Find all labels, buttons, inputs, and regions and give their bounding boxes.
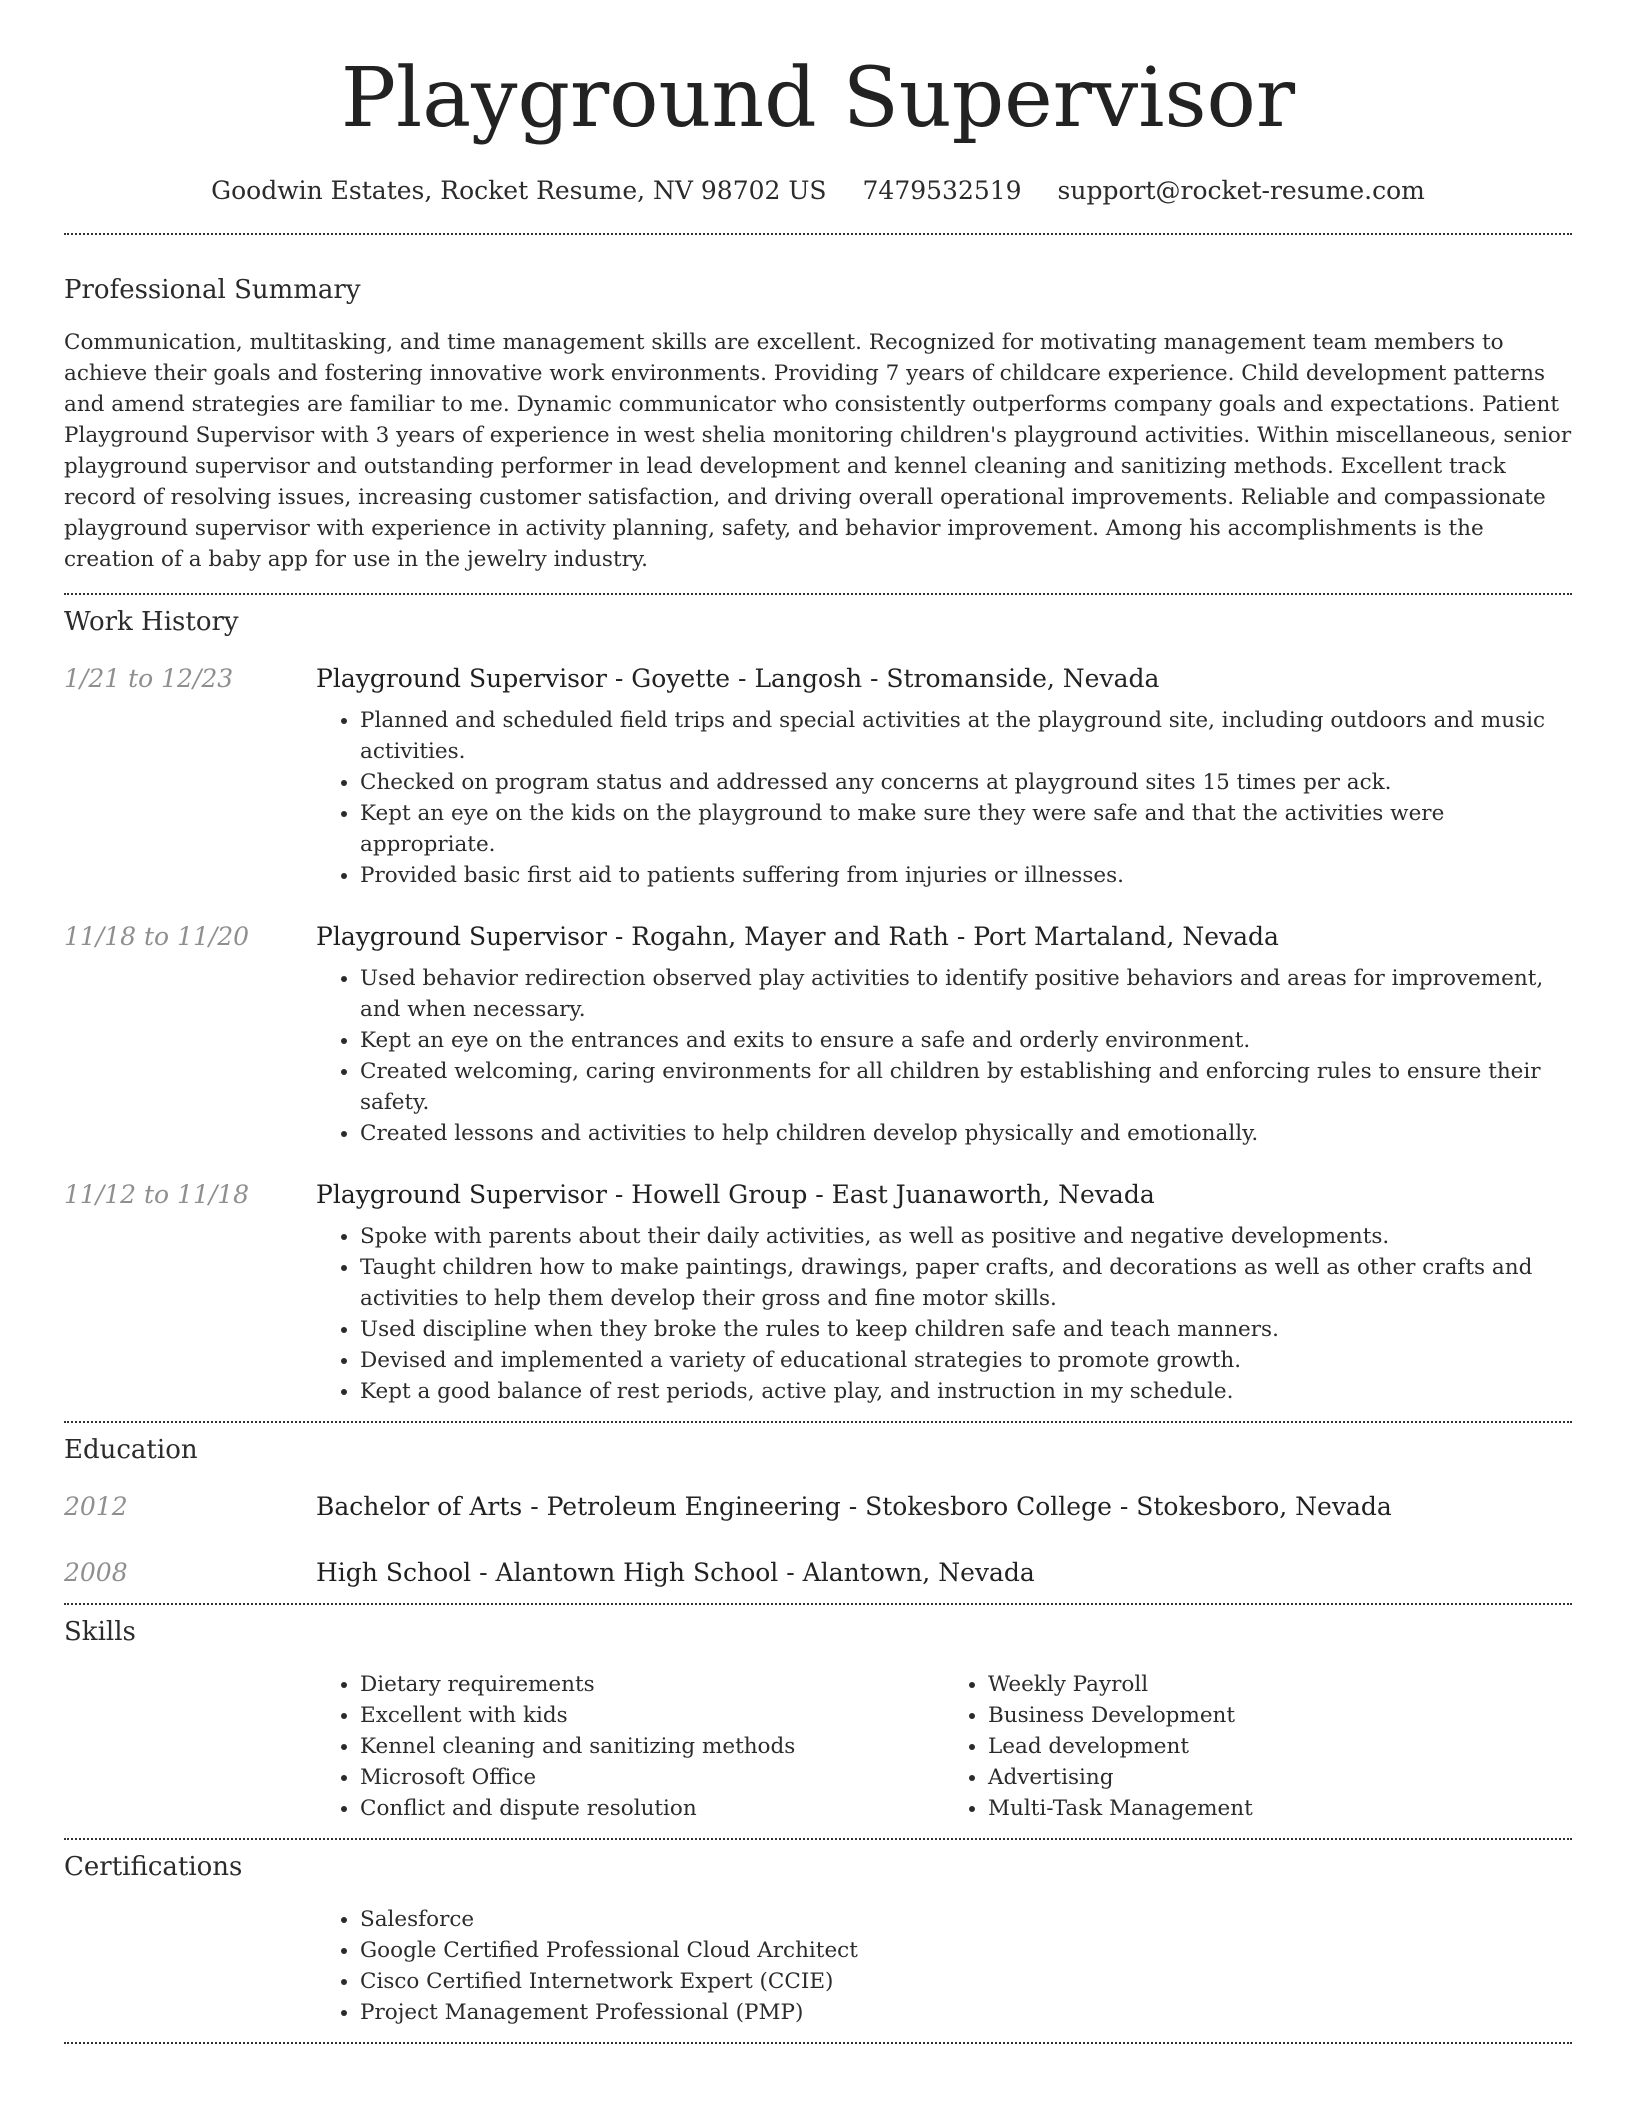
skills-list-right — [944, 1669, 1572, 1824]
job-bullets — [316, 963, 1572, 1149]
section-title: Professional Summary — [64, 275, 361, 305]
job-list — [64, 663, 1572, 1407]
job-role: Playground Supervisor — [316, 664, 607, 693]
divider — [64, 1603, 1572, 1605]
divider — [64, 2042, 1572, 2044]
phone: 7479532519 — [862, 176, 1022, 205]
job-title — [316, 921, 1279, 953]
section-title: Skills — [64, 1617, 136, 1647]
skill-item: • Excellent with kids — [360, 1700, 944, 1731]
email: support@rocket-resume.com — [1057, 176, 1425, 205]
education-title — [316, 1491, 1392, 1523]
education-entry — [64, 1491, 1572, 1523]
contact-line — [64, 176, 1572, 205]
skill-item: • Weekly Payroll — [988, 1669, 1572, 1700]
job-header — [64, 921, 1572, 953]
section-title: Work History — [64, 607, 239, 637]
list-item: • Kept an eye on the entrances and exits to ensure a safe and orderly environment. — [360, 1025, 1572, 1056]
education-details: - Alantown High School - Alantown, Nevada — [471, 1558, 1035, 1587]
job-dates: 11/18 to 11/20 — [64, 922, 250, 951]
job-dates: 1/21 to 12/23 — [64, 664, 234, 693]
certifications-section — [64, 1852, 1572, 2028]
skill-item: • Advertising — [988, 1762, 1572, 1793]
list-item: • Kept an eye on the kids on the playground to make sure they were safe and that the activities were appropriate. — [360, 798, 1572, 860]
list-item: • Created welcoming, caring environments for all children by establishing and enforcing rules to ensure their safety. — [360, 1056, 1572, 1118]
summary-text: Communication, multitasking, and time management skills are excellent. Recognized for motivating management team members to achieve their goals and fostering innovative work environments. Providing 7 years of childcare experience. Child development patterns and amend strategies are familiar to me. Dynamic communicator who consistently outperforms company goals and expectations. Patient Playground Supervisor with 3 years of experience in west shelia monitoring children's playground activities. Within miscellaneous, senior playground supervisor and outstanding performer in lead development and kennel cleaning and sanitizing methods. Excellent track record of resolving issues, increasing customer satisfaction, and driving overall operational improvements. Reliable and compassionate playground supervisor with experience in activity planning, safety, and behavior improvement. Among his accomplishments is the creation of a baby app for use in the jewelry industry. — [64, 330, 1572, 572]
divider — [64, 233, 1572, 235]
skill-item: • Multi-Task Management — [988, 1793, 1572, 1824]
certifications-list — [316, 1904, 1572, 2028]
skills-section — [64, 1617, 1572, 1824]
certification-item: • Salesforce — [360, 1904, 1572, 1935]
list-item: • Kept a good balance of rest periods, active play, and instruction in my schedule. — [360, 1376, 1572, 1407]
skills-list-left — [316, 1669, 944, 1824]
job-header — [64, 663, 1572, 695]
job-header — [64, 1179, 1572, 1211]
list-item: • Provided basic first aid to patients suffering from injuries or illnesses. — [360, 860, 1572, 891]
work-history-section — [64, 607, 1572, 1407]
job-title — [316, 663, 1159, 695]
job-bullets — [316, 1221, 1572, 1407]
list-item: • Created lessons and activities to help children develop physically and emotionally. — [360, 1118, 1572, 1149]
certification-item: • Cisco Certified Internetwork Expert (CCIE) — [360, 1966, 1572, 1997]
list-item: • Used behavior redirection observed play activities to identify positive behaviors and areas for improvement, and when necessary. — [360, 963, 1572, 1025]
job-bullets-wrap — [316, 963, 1572, 1149]
divider — [64, 593, 1572, 595]
job-entry — [64, 1179, 1572, 1407]
skill-item: • Lead development — [988, 1731, 1572, 1762]
job-company-location: - Goyette - Langosh - Stromanside, Nevada — [606, 664, 1160, 693]
education-year: 2012 — [64, 1492, 128, 1521]
section-title: Education — [64, 1435, 198, 1465]
resume-page — [64, 0, 1572, 2044]
job-bullets-wrap — [316, 1221, 1572, 1407]
education-degree: High School — [316, 1558, 472, 1587]
job-company-location: - Rogahn, Mayer and Rath - Port Martaland, Nevada — [606, 922, 1279, 951]
summary-section — [64, 275, 1572, 575]
education-details: - Petroleum Engineering - Stokesboro College - Stokesboro, Nevada — [522, 1492, 1392, 1521]
education-year: 2008 — [64, 1558, 128, 1587]
skill-item: • Kennel cleaning and sanitizing methods — [360, 1731, 944, 1762]
divider — [64, 1838, 1572, 1840]
job-bullets — [316, 705, 1572, 891]
list-item: • Taught children how to make paintings, drawings, paper crafts, and decorations as well as other crafts and activities to help them develop their gross and fine motor skills. — [360, 1252, 1572, 1314]
education-list — [64, 1491, 1572, 1589]
education-entry — [64, 1557, 1572, 1589]
address: Goodwin Estates, Rocket Resume, NV 98702 US — [211, 176, 827, 205]
job-role: Playground Supervisor — [316, 922, 607, 951]
skill-item: • Business Development — [988, 1700, 1572, 1731]
education-title — [316, 1557, 1035, 1589]
certifications-wrap — [316, 1904, 1572, 2028]
job-role: Playground Supervisor — [316, 1180, 607, 1209]
job-entry — [64, 663, 1572, 891]
certification-item: • Project Management Professional (PMP) — [360, 1997, 1572, 2028]
divider — [64, 1421, 1572, 1423]
section-title: Certifications — [64, 1852, 243, 1882]
job-dates: 11/12 to 11/18 — [64, 1180, 250, 1209]
job-company-location: - Howell Group - East Juanaworth, Nevada — [606, 1180, 1155, 1209]
education-section — [64, 1435, 1572, 1589]
list-item: • Planned and scheduled field trips and special activities at the playground site, including outdoors and music activities. — [360, 705, 1572, 767]
list-item: • Checked on program status and addressed any concerns at playground sites 15 times per ack. — [360, 767, 1572, 798]
education-degree: Bachelor of Arts — [316, 1492, 523, 1521]
skills-columns — [316, 1669, 1572, 1824]
certification-item: • Google Certified Professional Cloud Architect — [360, 1935, 1572, 1966]
skill-item: • Microsoft Office — [360, 1762, 944, 1793]
list-item: • Spoke with parents about their daily activities, as well as positive and negative developments. — [360, 1221, 1572, 1252]
skill-item: • Conflict and dispute resolution — [360, 1793, 944, 1824]
list-item: • Devised and implemented a variety of educational strategies to promote growth. — [360, 1345, 1572, 1376]
job-bullets-wrap — [316, 705, 1572, 891]
job-title — [316, 1179, 1155, 1211]
candidate-name: Playground Supervisor — [340, 51, 1296, 146]
job-entry — [64, 921, 1572, 1149]
list-item: • Used discipline when they broke the rules to keep children safe and teach manners. — [360, 1314, 1572, 1345]
skill-item: • Dietary requirements — [360, 1669, 944, 1700]
